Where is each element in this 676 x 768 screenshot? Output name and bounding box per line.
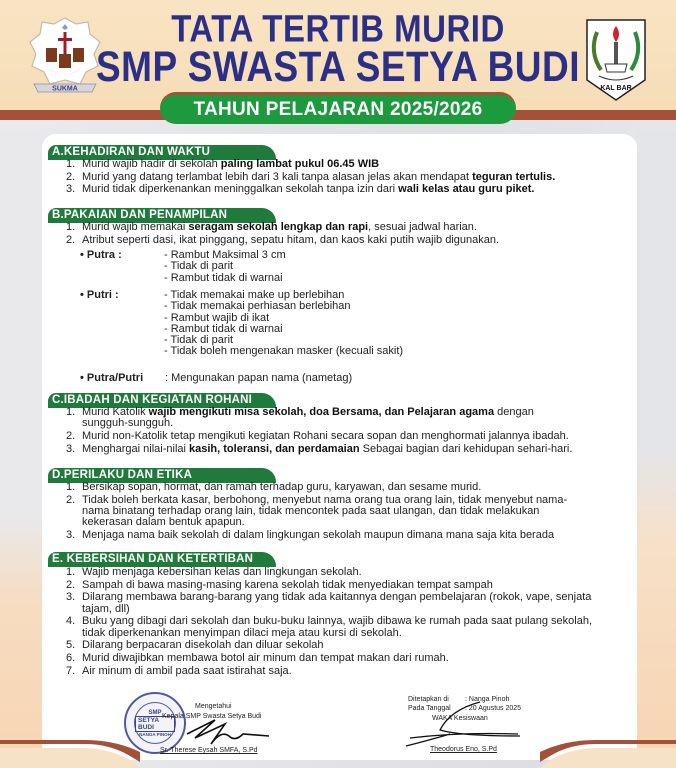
section-c-list	[66, 407, 626, 456]
right-sig-place-label: Ditetapkan di	[408, 696, 449, 703]
section-a-heading: A.KEHADIRAN DAN WAKTU	[48, 145, 276, 160]
left-sig-name: Sr. Therese Eysah SMFA, S.Pd	[160, 747, 258, 754]
putra-list	[164, 250, 286, 284]
list-item: 2. Tidak boleh berkata kasar, berbohong, menyebut nama orang tua orang lain, tidak menyebut nama-nama binatang terhadap orang lain, tidak mencontek pada saat ulangan, dan tidak melakukan kekerasan dalam bentuk apapun.	[66, 493, 568, 529]
title-line-1: TATA TERTIB MURID	[171, 7, 505, 50]
list-item: 2. Murid yang datang terlambat lebih dari 3 kali tanpa alasan jelas akan mendapat teguran tertulis.	[66, 170, 556, 183]
footer-decoration	[0, 740, 676, 768]
list-item: 4. Buku yang dibagi dari sekolah dan buku-buku lainnya, wajib dibawa ke rumah pada saat pulang sekolah, tidak diperkenankan menyimpan dilaci meja atau kursi di sekolah.	[66, 615, 593, 639]
right-sig-role: WAKA Kesiswaan	[432, 715, 488, 722]
list-item: - Rambut wajib di ikat	[164, 311, 270, 324]
list-item: - Tidak memakai perhiasan berlebihan	[164, 300, 351, 313]
school-stamp: SMP SETYA BUDI NANGA PINOH	[124, 692, 186, 754]
list-item: 2. Atribut seperti dasi, ikat pinggang, sepatu hitam, dan kaos kaki putih wajib digunakan.	[66, 233, 500, 246]
putra-label: • Putra :	[80, 249, 122, 261]
title-line-2: SMP SWASTA SETYA BUDI	[95, 42, 581, 90]
right-sig-date-label: Pada Tanggal	[408, 705, 451, 712]
svg-text:SUKMA: SUKMA	[52, 85, 78, 93]
list-item: 2. Sampah di bawa masing-masing karena sekolah tidak menyediakan tempat sampah	[66, 578, 493, 591]
section-c-heading: C.IBADAH DAN KEGIATAN ROHANI	[48, 393, 276, 408]
list-item: - Tidak memakai make up berlebihan	[164, 289, 345, 301]
list-item: 1. Murid wajib hadir di sekolah paling lambat pukul 06.45 WIB	[66, 158, 380, 170]
list-item: 1. Wajib menjaga kebersihan kelas dan lingkungan sekolah.	[66, 566, 362, 578]
putra-putri-text: : Mengunakan papan nama (nametag)	[165, 372, 353, 384]
list-item: - Tidak di parit	[164, 260, 234, 273]
section-b-heading: B.PAKAIAN DAN PENAMPILAN	[48, 208, 276, 223]
section-e-heading: E. KEBERSIHAN DAN KETERTIBAN	[48, 552, 276, 567]
putri-label: • Putri :	[80, 289, 119, 301]
list-item: 7. Air minum di ambil pada saat istirahat saja.	[66, 664, 292, 677]
list-item: - Tidak boleh mengenakan masker (kecuali sakit)	[164, 345, 404, 358]
list-item: 1. Bersikap sopan, hormat, dan ramah terhadap guru, karyawan, dan sesame murid.	[66, 481, 482, 493]
list-item: - Rambut Maksimal 3 cm	[164, 249, 286, 261]
list-item: 3. Menghargai nilai-nilai kasih, toleransi, dan perdamaian Sebagai bagian dari kehidupan sehari-hari.	[66, 442, 573, 455]
list-item: 3. Menjaga nama baik sekolah di dalam lingkungan sekolah maupun dimana mana saja kita berada	[66, 528, 555, 541]
section-b-list	[66, 222, 626, 247]
list-item: 6. Murid diwajibkan membawa botol air minum dan tempat makan dari rumah.	[66, 652, 449, 665]
right-sig-date-value: : 20 Agustus 2025	[465, 705, 522, 712]
right-sig-place-value: : Nanga Pinoh	[465, 696, 510, 703]
list-item: 5. Dilarang berpacaran disekolah dan diluar sekolah	[66, 639, 324, 652]
kalbar-emblem-icon	[585, 18, 647, 102]
section-d-list	[66, 482, 626, 543]
right-side-panel	[636, 130, 676, 768]
header	[0, 0, 676, 120]
year-banner	[160, 92, 516, 124]
right-sig-name: Theodorus Eno, S.Pd	[430, 746, 497, 753]
year-text: TAHUN PELAJARAN 2025/2026	[193, 98, 483, 120]
list-item: 1. Murid Katolik wajib mengikuti misa sekolah, doa Bersama, dan Pelajaran agama dengan sungguh-sungguh.	[66, 406, 534, 430]
putra-putri-label: • Putra/Putri	[80, 372, 144, 384]
section-e-list	[66, 567, 626, 678]
putri-list	[164, 290, 403, 358]
list-item: 1. Murid wajib memakai seragam sekolah lengkap dan rapi, sesuai jadwal harian.	[66, 221, 477, 233]
list-item: 3. Murid tidak diperkenankan meninggalkan sekolah tanpa izin dari wali kelas atau guru piket.	[66, 183, 535, 196]
section-d-heading: D.PERILAKU DAN ETIKA	[48, 468, 276, 483]
svg-text:KAL BAR: KAL BAR	[600, 85, 632, 92]
left-side-panel	[0, 130, 42, 768]
list-item: - Tidak di parit	[164, 334, 234, 347]
section-a-list	[66, 159, 626, 197]
left-sig-role: Kepala SMP Swasta Setya Budi	[162, 713, 262, 720]
list-item: - Rambut tidak di warnai	[164, 271, 283, 284]
list-item: 2. Murid non-Katolik tetap mengikuti kegiatan Rohani secara sopan dan menghormati jalannya ibadah.	[66, 429, 569, 442]
left-sig-heading: Mengetahui	[195, 703, 232, 710]
list-item: - Rambut tidak di warnai	[164, 322, 283, 335]
list-item: 3. Dilarang membawa barang-barang yang tidak ada kaitannya dengan pembelajaran (rokok, vape, senjata tajam, dll)	[66, 591, 592, 615]
